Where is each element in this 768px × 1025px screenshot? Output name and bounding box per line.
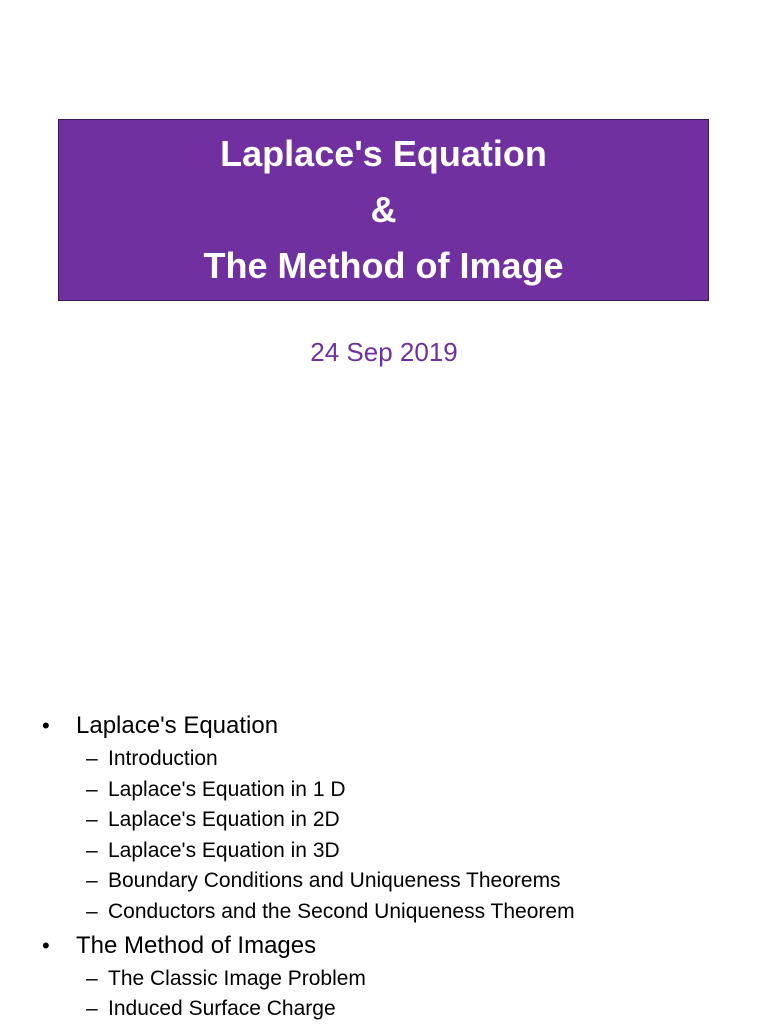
section-label: Laplace's Equation [76,712,279,739]
section-label: The Method of Images [76,931,317,959]
title-line-3: The Method of Image [203,245,564,286]
outline-section [40,708,575,928]
title-line-1: Laplace's Equation [220,133,547,174]
list-item-label: Induced Surface Charge [108,997,336,1021]
date-subtitle: 24 Sep 2019 [310,337,458,367]
list-item-label: Laplace's Equation in 1 D [108,777,346,801]
dash-icon: – [86,808,98,832]
list-item-label: Conductors and the Second Uniqueness Theorem [108,899,575,923]
title-banner [58,119,709,301]
list-item [86,994,575,1025]
list-item [86,836,575,867]
list-item-label: Laplace's Equation in 2D [108,808,340,832]
dash-icon: – [86,997,98,1021]
list-item-label: Laplace's Equation in 3D [108,838,340,862]
sub-list [40,964,575,1025]
dash-icon: – [86,869,98,893]
list-item [86,866,575,897]
list-item-label: Boundary Conditions and Uniqueness Theorems [108,869,561,893]
bullet-icon: • [42,932,50,958]
list-item [86,775,575,806]
section-heading [40,708,575,744]
dash-icon: – [86,747,98,770]
outline-list [40,708,575,1025]
dash-icon: – [86,899,98,923]
list-item [86,744,575,775]
list-item [86,805,575,836]
list-item-label: The Classic Image Problem [108,966,366,990]
title-line-2: & [370,189,397,230]
outline-section [40,928,575,1025]
bullet-icon: • [42,713,50,738]
sub-list [40,744,575,928]
dash-icon: – [86,838,98,862]
dash-icon: – [86,966,98,990]
list-item [86,964,575,995]
list-item [86,897,575,928]
section-heading [40,928,575,964]
list-item-label: Introduction [108,747,218,770]
dash-icon: – [86,777,98,801]
